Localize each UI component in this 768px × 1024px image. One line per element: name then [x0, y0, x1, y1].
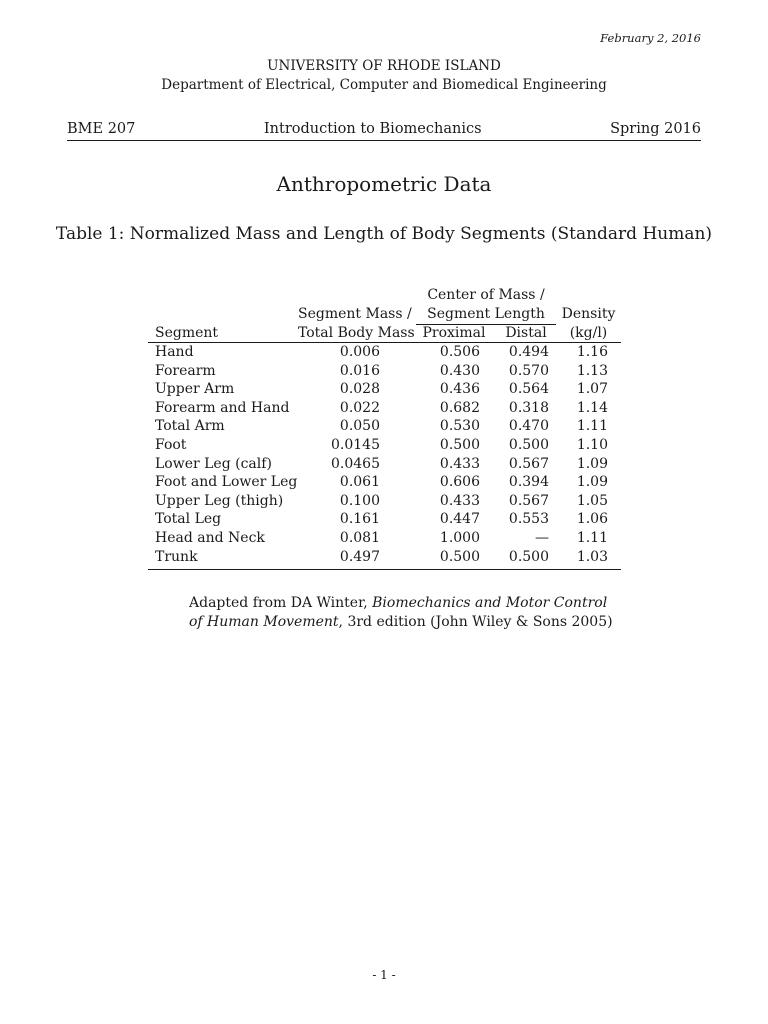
- anthropometric-table: [148, 286, 621, 570]
- header-proximal: Proximal: [422, 325, 486, 341]
- cell-mass: 0.061: [339, 474, 380, 491]
- source-line2: [189, 613, 613, 632]
- document-date: February 2, 2016: [600, 31, 701, 45]
- cell-proximal: 0.606: [439, 474, 480, 491]
- cell-density: 1.14: [576, 399, 608, 416]
- cell-mass: 0.161: [339, 511, 380, 528]
- cell-distal: 0.500: [508, 436, 549, 453]
- table-row: [148, 473, 621, 492]
- cell-segment: Forearm and Hand: [155, 399, 290, 416]
- cell-distal: 0.500: [508, 548, 549, 565]
- cell-proximal: 0.433: [439, 455, 480, 472]
- cell-proximal: 0.682: [439, 399, 480, 416]
- cell-proximal: 0.433: [439, 492, 480, 509]
- header-mass-line2: Total Body Mass: [298, 325, 415, 341]
- table-row: [148, 417, 621, 436]
- cell-mass: 0.100: [339, 492, 380, 509]
- cell-density: 1.05: [576, 492, 608, 509]
- cell-segment: Foot: [155, 436, 187, 453]
- cell-distal: 0.564: [508, 381, 549, 398]
- header-segment: Segment: [155, 325, 219, 341]
- cell-segment: Head and Neck: [155, 529, 265, 546]
- course-name: Introduction to Biomechanics: [263, 121, 482, 137]
- header-distal: Distal: [505, 325, 547, 341]
- cell-density: 1.03: [576, 548, 608, 565]
- cell-distal: 0.567: [508, 492, 549, 509]
- cell-density: 1.10: [576, 436, 608, 453]
- source-book-title-1: Biomechanics and Motor Control: [372, 595, 608, 611]
- table-row: [148, 380, 621, 399]
- course-code: BME 207: [67, 121, 136, 137]
- cell-density: 1.09: [576, 474, 608, 491]
- source-citation: [189, 594, 613, 632]
- table-body: [148, 343, 621, 566]
- cell-density: 1.16: [576, 344, 608, 360]
- cell-distal: 0.570: [508, 362, 549, 379]
- table-row: [148, 343, 621, 362]
- cell-mass: 0.0145: [331, 436, 380, 453]
- course-header-bar: [67, 121, 701, 141]
- cell-density: 1.13: [576, 362, 608, 379]
- cell-mass: 0.081: [339, 529, 380, 546]
- cell-density: 1.11: [576, 418, 608, 435]
- cell-proximal: 0.500: [439, 548, 480, 565]
- cell-segment: Total Leg: [155, 511, 222, 528]
- cell-segment: Total Arm: [155, 418, 225, 435]
- cell-distal: 0.567: [508, 455, 549, 472]
- header-mass-line1: Segment Mass /: [298, 306, 412, 322]
- cell-proximal: 0.506: [439, 344, 480, 360]
- cell-segment: Hand: [155, 344, 194, 360]
- cell-mass: 0.050: [339, 418, 380, 435]
- source-suffix: , 3rd edition (John Wiley & Sons 2005): [338, 614, 613, 630]
- cell-mass: 0.028: [339, 381, 380, 398]
- cell-proximal: 0.436: [439, 381, 480, 398]
- cell-segment: Forearm: [155, 362, 216, 379]
- cell-distal: 0.318: [508, 399, 549, 416]
- course-term: Spring 2016: [610, 121, 701, 137]
- page-number: - 1 -: [372, 968, 396, 982]
- cell-mass: 0.016: [339, 362, 380, 379]
- department-name: Department of Electrical, Computer and Biomedical Engineering: [161, 77, 607, 93]
- cell-density: 1.09: [576, 455, 608, 472]
- university-name: UNIVERSITY OF RHODE ISLAND: [267, 58, 501, 74]
- cell-proximal: 1.000: [439, 529, 480, 546]
- cell-proximal: 0.430: [439, 362, 480, 379]
- cell-density: 1.07: [576, 381, 608, 398]
- cell-density: 1.11: [576, 529, 608, 546]
- table-row: [148, 455, 621, 474]
- table-row: [148, 510, 621, 529]
- source-prefix: Adapted from DA Winter,: [189, 595, 373, 611]
- cell-proximal: 0.500: [439, 436, 480, 453]
- cell-distal: 0.470: [508, 418, 549, 435]
- cell-proximal: 0.447: [439, 511, 480, 528]
- table-caption: Table 1: Normalized Mass and Length of Body Segments (Standard Human): [55, 224, 713, 244]
- table-row: [148, 399, 621, 418]
- cell-segment: Upper Leg (thigh): [155, 492, 284, 509]
- source-book-title-2: of Human Movement: [189, 614, 339, 630]
- cell-segment: Trunk: [155, 548, 198, 565]
- table-row: [148, 548, 621, 567]
- cell-mass: 0.497: [339, 548, 380, 565]
- cell-mass: 0.0465: [331, 455, 380, 472]
- table-row: [148, 362, 621, 381]
- header-density-line1: Density: [561, 306, 616, 322]
- cell-segment: Upper Arm: [155, 381, 235, 398]
- bottom-rule: [148, 569, 621, 570]
- cell-segment: Lower Leg (calf): [155, 455, 272, 472]
- cell-density: 1.06: [576, 511, 608, 528]
- table-row: [148, 492, 621, 511]
- cell-mass: 0.022: [339, 399, 380, 416]
- cell-distal: 0.494: [508, 344, 549, 360]
- header-com-line1: Center of Mass /: [427, 287, 545, 303]
- table-row: [148, 436, 621, 455]
- header-com-line2: Segment Length: [427, 306, 545, 322]
- cell-distal: 0.553: [508, 511, 549, 528]
- source-line1: [189, 594, 613, 613]
- cell-segment: Foot and Lower Leg: [155, 474, 298, 491]
- cell-distal: —: [535, 529, 549, 546]
- cell-proximal: 0.530: [439, 418, 480, 435]
- cell-distal: 0.394: [508, 474, 549, 491]
- header-density-line2: (kg/l): [569, 325, 608, 341]
- table-row: [148, 529, 621, 548]
- table-header: [148, 286, 621, 342]
- page-title: Anthropometric Data: [276, 172, 492, 196]
- cell-mass: 0.006: [339, 344, 380, 360]
